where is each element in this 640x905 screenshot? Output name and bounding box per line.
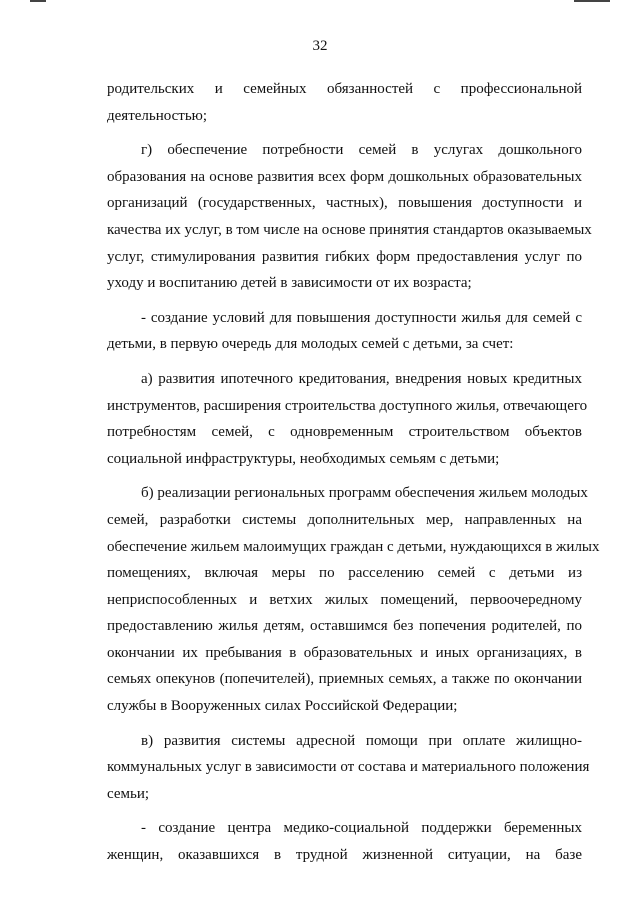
paragraph	[107, 815, 582, 868]
text-line: г) обеспечение потребности семей в услугах дошкольного	[141, 142, 582, 159]
paragraph-gap	[107, 129, 582, 137]
document-body	[107, 76, 600, 869]
text-line: инструментов, расширения строительства доступного жилья, отвечающего	[107, 397, 588, 414]
paragraph	[107, 366, 588, 472]
text-line: в) развития системы адресной помощи при оплате жилищно-	[141, 732, 582, 749]
text-line: потребностям семей, с одновременным строительством объектов	[107, 424, 582, 441]
text-line: женщин, оказавшихся в трудной жизненной ситуации, на базе	[107, 847, 582, 864]
paragraph	[107, 728, 590, 808]
text-line: б) реализации региональных программ обеспечения жильем молодых	[141, 485, 588, 502]
text-line: образования на основе развития всех форм дошкольных образовательных	[107, 168, 582, 185]
text-line: неприспособленных и ветхих жилых помещений, первоочередному	[107, 591, 582, 608]
text-line: окончании их пребывания в образовательных и иных организациях, в	[107, 644, 582, 661]
text-line: услуг, стимулирования развития гибких форм предоставления услуг по	[107, 248, 582, 265]
page-number: 32	[312, 38, 328, 54]
paragraph	[107, 305, 582, 358]
text-line: а) развития ипотечного кредитования, внедрения новых кредитных	[141, 370, 582, 387]
text-line: социальной инфраструктуры, необходимых семьям с детьми;	[107, 450, 500, 467]
paragraph-gap	[107, 472, 582, 480]
text-line: помещениях, включая меры по расселению семей с детьми из	[107, 565, 582, 582]
text-line: качества их услуг, в том числе на основе принятия стандартов оказываемых	[107, 221, 592, 238]
paragraph-gap	[107, 807, 582, 815]
paragraph-gap	[107, 297, 582, 305]
text-line: организаций (государственных, частных), повышения доступности и	[107, 195, 582, 212]
paragraph	[107, 480, 600, 719]
text-line: детьми, в первую очередь для молодых семей с детьми, за счет:	[107, 336, 514, 353]
text-line: службы в Вооруженных силах Российской Федерации;	[107, 698, 458, 715]
text-line: коммунальных услуг в зависимости от состава и материального положения	[107, 759, 590, 776]
text-line: обеспечение жильем малоимущих граждан с детьми, нуждающихся в жилых	[107, 538, 600, 555]
paragraph-gap	[107, 720, 582, 728]
paragraph-gap	[107, 358, 582, 366]
paragraph	[107, 137, 592, 297]
scan-edge-mark-right	[574, 0, 610, 2]
text-line: семьях опекунов (попечителей), приемных семьях, а также по окончании	[107, 671, 582, 688]
text-line: семьи;	[107, 785, 150, 802]
text-line: предоставлению жилья детям, оставшимся без попечения родителей, по	[107, 618, 582, 635]
text-line: уходу и воспитанию детей в зависимости от их возраста;	[107, 275, 472, 292]
text-line: семей, разработки системы дополнительных мер, направленных на	[107, 511, 582, 528]
text-line: деятельностью;	[107, 107, 208, 124]
text-line: родительских и семейных обязанностей с профессиональной	[107, 81, 582, 97]
paragraph	[107, 76, 582, 129]
text-line: - создание условий для повышения доступности жилья для семей с	[141, 309, 582, 326]
text-line: - создание центра медико-социальной поддержки беременных	[141, 820, 582, 837]
scan-edge-mark-left	[30, 0, 46, 2]
